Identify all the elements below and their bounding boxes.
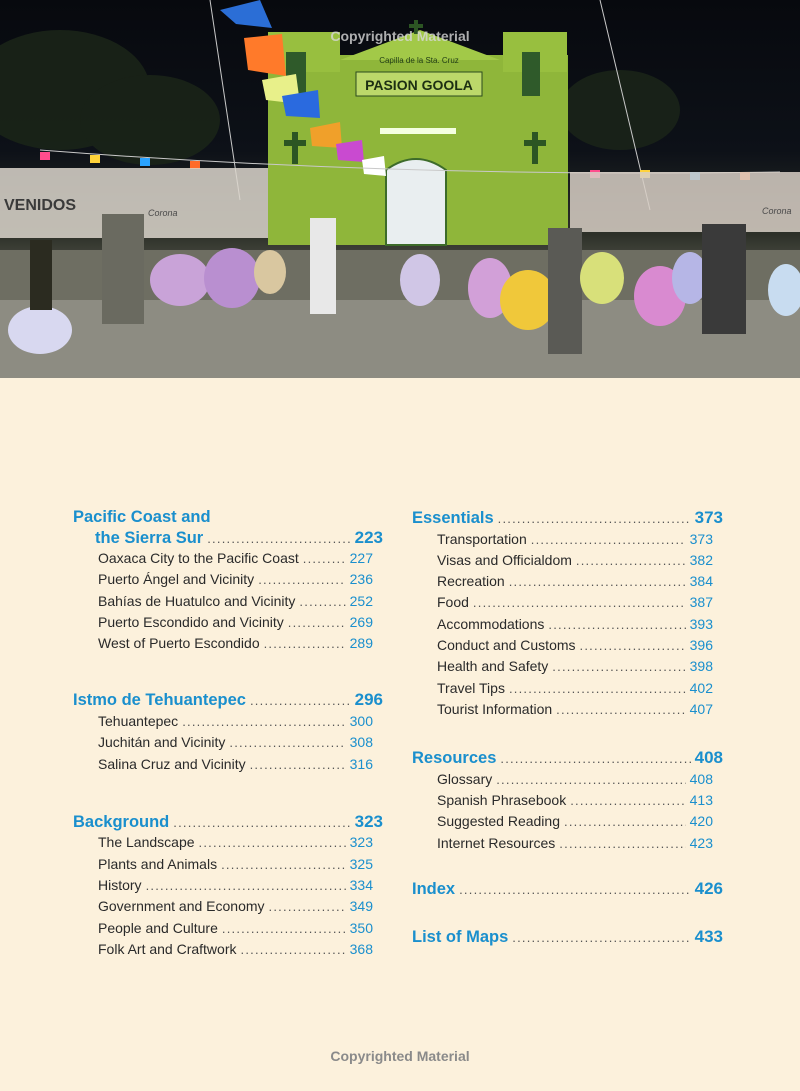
leader-dots xyxy=(576,551,686,571)
leader-dots xyxy=(496,770,685,790)
entry-page: 349 xyxy=(349,898,373,915)
section-page: 426 xyxy=(694,878,723,898)
cover-photo xyxy=(0,0,800,378)
section-page: 433 xyxy=(694,927,723,947)
section-heading[interactable] xyxy=(73,508,383,528)
entry-label: Folk Art and Craftwork xyxy=(98,940,237,957)
leader-dots xyxy=(146,876,346,896)
section-heading[interactable] xyxy=(412,748,723,769)
toc-section-background xyxy=(73,812,383,960)
entry-label: The Landscape xyxy=(98,834,195,851)
leader-dots xyxy=(552,657,685,677)
leader-dots xyxy=(531,530,686,550)
leader-dots xyxy=(473,593,686,613)
leader-dots xyxy=(182,712,345,732)
leader-dots xyxy=(303,549,346,569)
section-page: 296 xyxy=(354,690,383,710)
section-title: Essentials xyxy=(412,509,494,527)
section-heading-line2[interactable] xyxy=(73,528,383,549)
section-heading[interactable] xyxy=(73,812,383,833)
toc-section-list-of-maps xyxy=(412,927,723,948)
toc-section-resources xyxy=(412,748,723,854)
section-page: 373 xyxy=(694,508,723,527)
section-page: 408 xyxy=(694,748,723,768)
toc-entry[interactable] xyxy=(412,769,723,790)
section-heading[interactable] xyxy=(412,508,723,529)
toc-entry[interactable] xyxy=(73,939,383,960)
toc-entry[interactable] xyxy=(412,678,723,699)
leader-dots xyxy=(570,791,685,811)
entry-label: Puerto Ángel and Vicinity xyxy=(98,571,255,588)
entry-label: Food xyxy=(437,594,469,611)
entry-label: Recreation xyxy=(437,573,505,590)
section-page: 323 xyxy=(354,811,383,831)
leader-dots xyxy=(459,880,691,900)
entry-page: 387 xyxy=(689,594,713,611)
leader-dots xyxy=(509,572,686,592)
entry-label: Government and Economy xyxy=(98,898,265,915)
entry-label: Suggested Reading xyxy=(437,813,560,830)
leader-dots xyxy=(207,529,350,549)
entry-label: Transportation xyxy=(437,530,527,547)
leader-dots xyxy=(498,509,691,529)
entry-page: 252 xyxy=(349,592,373,609)
toc-entry[interactable] xyxy=(412,550,723,571)
entry-page: 384 xyxy=(689,573,713,590)
leader-dots xyxy=(222,919,346,939)
leader-dots xyxy=(559,834,685,854)
leader-dots xyxy=(173,813,350,833)
entry-page: 289 xyxy=(349,635,373,652)
leader-dots xyxy=(250,691,351,711)
section-heading[interactable] xyxy=(412,879,723,900)
toc-entry[interactable] xyxy=(73,918,383,939)
leader-dots xyxy=(580,636,686,656)
entry-label: Tourist Information xyxy=(437,700,553,717)
entry-page: 423 xyxy=(689,834,713,851)
leader-dots xyxy=(556,700,685,720)
entry-page: 398 xyxy=(689,658,713,675)
entry-page: 393 xyxy=(689,615,713,632)
sponsor-text-right: Corona xyxy=(762,206,792,216)
entry-page: 323 xyxy=(349,834,373,851)
entry-page: 373 xyxy=(689,530,713,547)
sponsor-text-left: Corona xyxy=(148,208,178,218)
toc-entry[interactable] xyxy=(73,832,383,853)
leader-dots xyxy=(288,613,346,633)
entry-page: 382 xyxy=(689,551,713,568)
entry-label: Travel Tips xyxy=(437,679,505,696)
entry-label: People and Culture xyxy=(98,919,218,936)
entry-label: Salina Cruz and Vicinity xyxy=(98,755,246,772)
section-title: List of Maps xyxy=(412,928,509,947)
toc-entry[interactable] xyxy=(412,635,723,656)
toc-section-istmo xyxy=(73,690,383,774)
entry-label: Plants and Animals xyxy=(98,855,218,872)
entry-page: 420 xyxy=(689,813,713,830)
entry-label: Accommodations xyxy=(437,615,545,632)
entry-label: Juchitán and Vicinity xyxy=(98,734,226,751)
toc-section-index xyxy=(412,879,723,900)
toc-entry[interactable] xyxy=(73,754,383,775)
entry-page: 269 xyxy=(349,613,373,630)
entry-label: Puerto Escondido and Vicinity xyxy=(98,613,284,630)
toc-entry[interactable] xyxy=(73,711,383,732)
toc-left-column xyxy=(73,508,383,960)
section-heading[interactable] xyxy=(412,927,723,948)
leader-dots xyxy=(564,812,686,832)
photo-illustration xyxy=(0,0,800,378)
leader-dots xyxy=(264,634,346,654)
entry-label: Conduct and Customs xyxy=(437,636,576,653)
leader-dots xyxy=(500,749,690,769)
entry-page: 408 xyxy=(689,770,713,787)
entry-page: 300 xyxy=(349,712,373,729)
toc-entry[interactable] xyxy=(73,569,383,590)
entry-page: 368 xyxy=(349,940,373,957)
entry-label: Health and Safety xyxy=(437,658,549,675)
leader-dots xyxy=(258,570,345,590)
toc-section-pacific-coast xyxy=(73,508,383,654)
toc-right-column xyxy=(412,508,723,948)
leader-dots xyxy=(199,833,346,853)
toc-entry[interactable] xyxy=(412,529,723,550)
entry-page: 316 xyxy=(349,755,373,772)
entry-label: West of Puerto Escondido xyxy=(98,635,260,652)
toc-entry[interactable] xyxy=(73,875,383,896)
leader-dots xyxy=(512,928,690,948)
entry-page: 350 xyxy=(349,919,373,936)
leader-dots xyxy=(221,855,346,875)
section-title: Istmo de Tehuantepec xyxy=(73,691,246,710)
toc-entry[interactable] xyxy=(412,571,723,592)
section-title: Pacific Coast and xyxy=(73,508,211,526)
toc-entry[interactable] xyxy=(412,790,723,811)
toc-section-essentials xyxy=(412,508,723,720)
toc-entry[interactable] xyxy=(73,633,383,654)
entry-page: 402 xyxy=(689,679,713,696)
toc-entry[interactable] xyxy=(412,811,723,832)
entry-label: Internet Resources xyxy=(437,834,556,851)
toc-entry[interactable] xyxy=(73,612,383,633)
entry-label: Spanish Phrasebook xyxy=(437,791,567,808)
leader-dots xyxy=(299,592,345,612)
entry-label: Visas and Officialdom xyxy=(437,551,572,568)
toc-entry[interactable] xyxy=(412,592,723,613)
toc-entry[interactable] xyxy=(412,699,723,720)
entry-page: 413 xyxy=(689,791,713,808)
section-title: Index xyxy=(412,879,456,898)
entry-label: Tehuantepec xyxy=(98,712,179,729)
entry-label: Bahías de Huatulco and Vicinity xyxy=(98,592,296,609)
leader-dots xyxy=(241,940,346,960)
leader-dots xyxy=(509,679,686,699)
toc-entry[interactable] xyxy=(73,732,383,753)
section-title-line2: the Sierra Sur xyxy=(95,528,204,547)
watermark-bottom: Copyrighted Material xyxy=(330,1048,470,1064)
section-page: 223 xyxy=(354,527,383,547)
section-title: Resources xyxy=(412,749,497,768)
toc-entry[interactable] xyxy=(73,548,383,569)
chapel-sign-small: Capilla de la Sta. Cruz xyxy=(379,56,459,65)
toc-entry[interactable] xyxy=(412,833,723,854)
toc-entry[interactable] xyxy=(412,656,723,677)
leader-dots xyxy=(250,755,346,775)
banner-text: VENIDOS xyxy=(4,197,77,214)
entry-label: Glossary xyxy=(437,770,493,787)
entry-page: 308 xyxy=(349,734,373,751)
toc-entry[interactable] xyxy=(73,896,383,917)
section-heading[interactable] xyxy=(73,690,383,711)
entry-page: 396 xyxy=(689,636,713,653)
leader-dots xyxy=(548,615,685,635)
entry-page: 236 xyxy=(349,571,373,588)
entry-page: 227 xyxy=(349,550,373,566)
toc-entry[interactable] xyxy=(73,854,383,875)
entry-page: 334 xyxy=(349,876,373,893)
leader-dots xyxy=(229,733,345,753)
leader-dots xyxy=(269,897,346,917)
section-title: Background xyxy=(73,812,170,831)
watermark-top: Copyrighted Material xyxy=(330,28,470,44)
entry-page: 325 xyxy=(349,855,373,872)
entry-label: History xyxy=(98,876,142,893)
chapel-sign-main: PASION GOOLA xyxy=(365,77,473,93)
toc-entry[interactable] xyxy=(73,591,383,612)
toc-entry[interactable] xyxy=(412,614,723,635)
entry-label: Oaxaca City to the Pacific Coast xyxy=(98,550,299,566)
entry-page: 407 xyxy=(689,700,713,717)
